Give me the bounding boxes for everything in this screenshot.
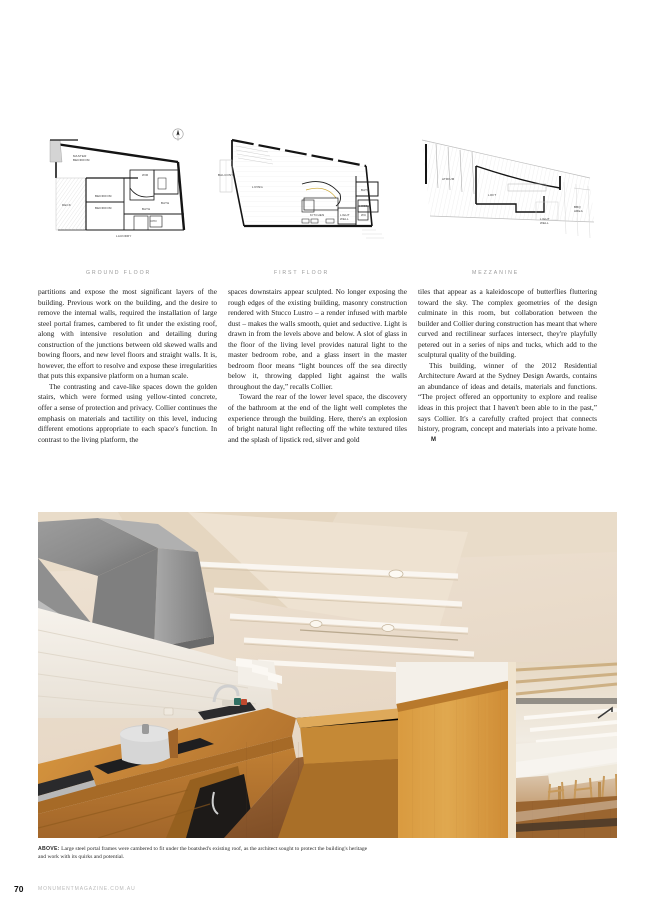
room-label: WIR	[142, 173, 149, 177]
floor-plan-first	[216, 126, 406, 276]
ground-floor-drawing	[38, 126, 223, 256]
floor-plans-row	[0, 126, 651, 276]
paragraph: Toward the rear of the lower level space, the discovery of the bathroom at the end of the light well completes the experience through the building. Here, there's an explosion of bright natural light reflecting off the white textured tiles and the splash of lipstick red, silver and gold	[228, 392, 407, 444]
room-label: BATH	[142, 207, 151, 211]
paragraph: spaces downstairs appear sculpted. No longer exposing the rough edges of the existing building, masonry construction rendered with Stucco Lustro – a render infused with marble dust – makes the walls smooth, quiet and seductive. Light is drawn in from the levels above and below. A slot of glass in the floor of the living level provides natural light to the master bedroom robe, and a glass insert in the master bedroom floor means “light bounces off the sea directly below it, throwing dappled light against the walls throughout the day,” recalls Collier.	[228, 287, 407, 391]
article-body	[0, 287, 651, 502]
room-label: ATRIUM	[442, 177, 455, 181]
room-label: LOFT	[488, 193, 497, 197]
room-label: LIVING	[252, 185, 263, 189]
room-label: LIGHT	[340, 213, 350, 217]
floor-plan-ground	[38, 126, 223, 276]
room-label: WELL	[540, 221, 549, 225]
room-label: KITCHEN	[310, 213, 325, 217]
room-label: WC	[361, 213, 367, 217]
text-column-3	[418, 287, 597, 445]
paragraph-text: This building, winner of the 2012 Residential Architecture Award at the Sydney Design Awards, contains an abundance of ideas and details, materials and functions. “The project offered an opportunity to explore and realise ideas in this project that I haven't been able to in the past,” says Collier. It's a carefully crafted project that connects history, program, concept and materials into a private home.	[418, 360, 597, 434]
website-url: MONUMENTMAGAZINE.COM.AU	[38, 886, 136, 892]
room-label: LIGHT	[540, 217, 550, 221]
end-mark: M	[431, 436, 436, 443]
article-photo	[38, 512, 617, 838]
paragraph: tiles that appear as a kaleidoscope of butterflies fluttering toward the sky. The complex geometries of the design culminate in this room, but collaboration between the builder and Collier during construction has meant that where curved and rectilinear surfaces intersect, they're playfully petered out in a series of nips and tucks, which add to the sculptural quality of the building.	[418, 287, 597, 360]
room-label: BEDROOM	[95, 206, 112, 210]
page-number: 70	[14, 884, 24, 894]
text-column-1	[38, 287, 217, 445]
mezzanine-drawing	[404, 126, 619, 256]
page-footer	[0, 884, 651, 904]
caption-text: Large steel portal frames were cambered to fit under the boatshed's existing roof, as the architect sought to protect the building's heritage and work with its quirks and potential.	[38, 846, 368, 861]
room-label: LOBBY	[359, 204, 370, 208]
first-floor-drawing	[216, 126, 406, 256]
kitchen-interior-photo	[38, 512, 617, 838]
room-label: BEDROOM	[73, 158, 90, 162]
room-label: LAUNDRY	[116, 234, 132, 238]
paragraph: partitions and expose the most significant layers of the building. Previous work on the building, and the desire to remove the internal walls, required the installation of large steel portal frames, cambered to fit under the existing roof, along with intensive resolution and detailing during construction of the junctions between old skewed walls and bowing floors, and new level floors and straight walls. It is, however, the effort to resolve and expose these irregularities that puts this expansive platform on a human scale.	[38, 287, 217, 381]
room-label: AREA	[574, 209, 583, 213]
room-label: MASTER	[73, 154, 87, 158]
plan-label-first: FIRST FLOOR	[274, 270, 330, 276]
room-label: DECK	[62, 203, 72, 207]
room-label: BEDROOM	[95, 194, 112, 198]
paragraph: The contrasting and cave-like spaces down the golden stairs, which were formed using yellow-tinted concrete, offer a sense of protection and privacy. Collier continues the emphasis on materials and tactility on this level, inducing different emotions appropriate to each space's function. In contrast to the living platform, the	[38, 381, 217, 444]
floor-plan-mezzanine	[404, 126, 619, 276]
room-label: BATH	[361, 188, 370, 192]
photo-caption	[38, 845, 368, 862]
caption-lead: ABOVE:	[38, 846, 60, 852]
paragraph	[418, 361, 597, 445]
plan-label-mezzanine: MEZZANINE	[472, 270, 520, 276]
north-arrow-icon	[173, 129, 183, 141]
room-label: BATH	[161, 201, 170, 205]
room-label: BALCONY	[218, 173, 234, 177]
text-column-2	[228, 287, 407, 445]
room-label: CPD	[150, 219, 157, 223]
room-label: BBQ	[574, 205, 581, 209]
plan-label-ground: GROUND FLOOR	[86, 270, 152, 276]
room-label: WELL	[340, 217, 349, 221]
power-outlet	[164, 708, 173, 715]
